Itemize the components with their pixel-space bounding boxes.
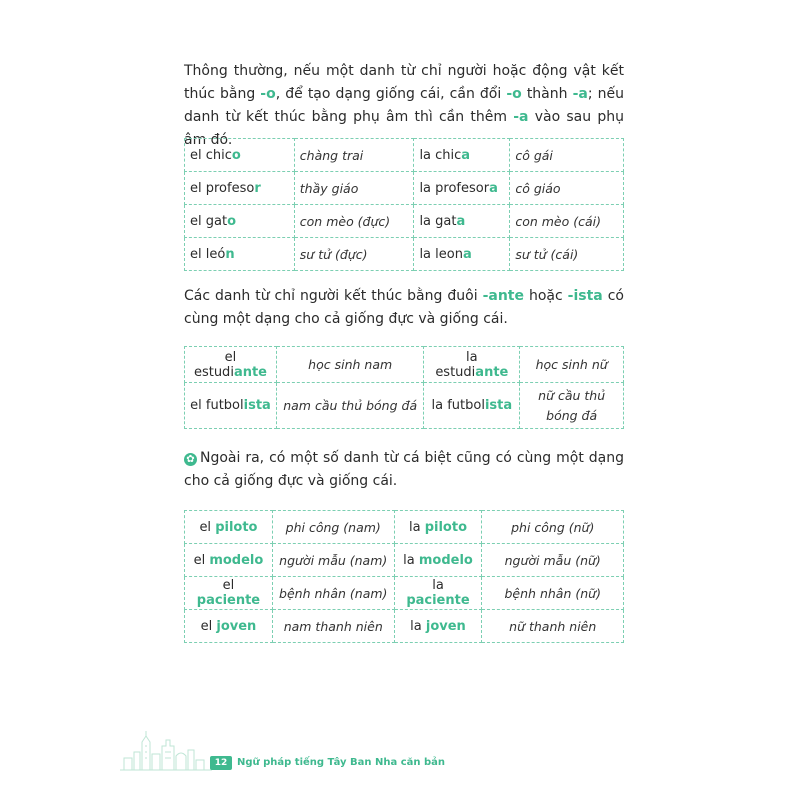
feminine-noun: la modelo bbox=[394, 544, 482, 577]
masculine-noun: el estudiante bbox=[185, 347, 277, 383]
masculine-meaning: bệnh nhân (nam) bbox=[272, 577, 394, 610]
book-title: Ngữ pháp tiếng Tây Ban Nha căn bản bbox=[237, 757, 445, 768]
feminine-noun: la estudiante bbox=[424, 347, 520, 383]
ante-ista-paragraph: Các danh từ chỉ người kết thúc bằng đuôi -ante hoặc -ista có cùng một dạng cho cả giống đực và giống cái. bbox=[184, 288, 624, 327]
page-number: 12 bbox=[210, 756, 232, 770]
masculine-noun: el futbolista bbox=[185, 383, 277, 429]
masculine-noun: el profesor bbox=[185, 172, 295, 205]
masculine-meaning: học sinh nam bbox=[276, 347, 423, 383]
masculine-meaning: nam cầu thủ bóng đá bbox=[276, 383, 423, 429]
feminine-meaning: người mẫu (nữ) bbox=[482, 544, 624, 577]
feminine-meaning: nữ cầu thủ bóng đá bbox=[520, 383, 624, 429]
masculine-noun: el piloto bbox=[185, 511, 273, 544]
special-nouns-paragraph: ✿ Ngoài ra, có một số danh từ cá biệt cũng có cùng một dạng cho cả giống đực và giống cái. bbox=[184, 450, 624, 489]
feminine-meaning: nữ thanh niên bbox=[482, 610, 624, 643]
feminine-meaning: phi công (nữ) bbox=[482, 511, 624, 544]
masculine-meaning: nam thanh niên bbox=[272, 610, 394, 643]
gender-table-ante-ista bbox=[184, 346, 624, 429]
masculine-meaning: thầy giáo bbox=[294, 172, 414, 205]
gender-table-invariable bbox=[184, 510, 624, 643]
masculine-noun: el joven bbox=[185, 610, 273, 643]
table-row bbox=[185, 610, 624, 643]
gender-table-o-a bbox=[184, 138, 624, 271]
table-row bbox=[185, 577, 624, 610]
intro-paragraph: Thông thường, nếu một danh từ chỉ người hoặc động vật kết thúc bằng -o, để tạo dạng giống cái, cần đổi -o thành -a; nếu danh từ kết thúc bằng phụ âm thì cần thêm -a vào sau phụ âm đó. bbox=[184, 63, 624, 148]
city-skyline-icon bbox=[118, 728, 214, 772]
feminine-noun: la joven bbox=[394, 610, 482, 643]
feminine-noun: la leona bbox=[414, 238, 510, 271]
table-row bbox=[185, 383, 624, 429]
feminine-noun: la paciente bbox=[394, 577, 482, 610]
masculine-meaning: chàng trai bbox=[294, 139, 414, 172]
feminine-noun: la piloto bbox=[394, 511, 482, 544]
table-row bbox=[185, 347, 624, 383]
feminine-noun: la profesora bbox=[414, 172, 510, 205]
table-row bbox=[185, 238, 624, 271]
feminine-meaning: sư tử (cái) bbox=[510, 238, 624, 271]
table-row bbox=[185, 511, 624, 544]
star-icon: ✿ bbox=[184, 453, 197, 466]
masculine-noun: el modelo bbox=[185, 544, 273, 577]
masculine-meaning: người mẫu (nam) bbox=[272, 544, 394, 577]
masculine-meaning: sư tử (đực) bbox=[294, 238, 414, 271]
feminine-noun: la chica bbox=[414, 139, 510, 172]
table-row bbox=[185, 205, 624, 238]
table-row bbox=[185, 139, 624, 172]
feminine-meaning: cô giáo bbox=[510, 172, 624, 205]
masculine-noun: el paciente bbox=[185, 577, 273, 610]
masculine-noun: el chico bbox=[185, 139, 295, 172]
table-row bbox=[185, 172, 624, 205]
feminine-meaning: cô gái bbox=[510, 139, 624, 172]
masculine-meaning: con mèo (đực) bbox=[294, 205, 414, 238]
feminine-noun: la gata bbox=[414, 205, 510, 238]
masculine-noun: el león bbox=[185, 238, 295, 271]
page-footer bbox=[118, 728, 445, 772]
table-row bbox=[185, 544, 624, 577]
masculine-meaning: phi công (nam) bbox=[272, 511, 394, 544]
feminine-noun: la futbolista bbox=[424, 383, 520, 429]
feminine-meaning: con mèo (cái) bbox=[510, 205, 624, 238]
feminine-meaning: học sinh nữ bbox=[520, 347, 624, 383]
feminine-meaning: bệnh nhân (nữ) bbox=[482, 577, 624, 610]
masculine-noun: el gato bbox=[185, 205, 295, 238]
